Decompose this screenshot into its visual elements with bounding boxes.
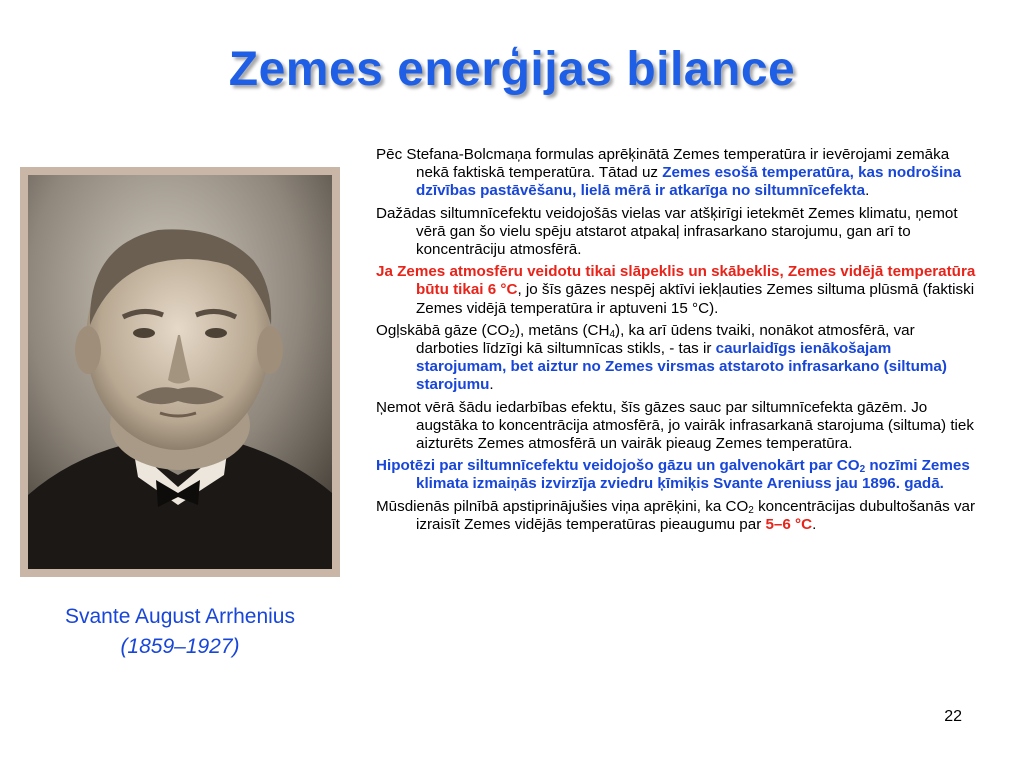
text-run: . [812,515,817,533]
highlight-red: Ja Zemes atmosfēru veidotu tikai slāpeklis un skābeklis, Zemes vidējā temperatūra būtu tikai 6 °C [376,263,976,299]
text-run: , jo šīs gāzes nespēj aktīvi iekļauties Zemes siltuma plūsmā (faktiski Zemes vidējā temperatūra ir aptuveni 15 °C). [416,281,975,317]
text-run: . [865,182,870,200]
portrait-caption [10,602,350,662]
text-run: Mūsdienās pilnībā apstiprinājušies viņa aprēķini, ka CO [376,497,749,515]
subscript: 2 [509,328,515,340]
highlight-red: 5–6 °C [765,515,813,533]
subscript: 4 [609,328,616,340]
paragraph-effect [376,399,976,454]
paragraph-nitrogen-oxygen [376,263,976,318]
slide-body [376,146,976,538]
paragraph-stefan-boltzmann [376,146,976,201]
text-run: Ņemot vērā šādu iedarbības efektu, šīs gāzes sauc par siltumnīcefekta gāzēm. Jo augstāka to koncentrācija atmosfērā, jo vairāk infrasarkanā starojuma (siltuma) tiek aizturēts Zemes atmosfērā un vairāk pieaug Zemes temperatūra. [376,398,974,453]
paragraph-gases [376,322,976,395]
highlight-blue: Zemes esošā temperatūra, kas nodrošina dzīvības pastāvēšanu, lielā mērā ir atkarīga no siltumnīcefekta [416,164,962,200]
text-run: ), metāns (CH [514,321,610,339]
text-run: . [489,376,494,394]
portrait-photo [20,167,340,577]
person-name: Svante August Arrhenius [65,605,295,628]
slide-title: Zemes enerģijas bilance [228,43,796,96]
highlight-blue: caurlaidīgs ienākošajam starojumam, bet aiztur no Zemes virsmas atstaroto infrasarkano (siltuma) starojumu [416,340,947,394]
portrait-image [28,175,332,569]
subscript: 2 [859,464,866,476]
text-run: ), ka arī ūdens tvaiki, nonākot atmosfērā, var darboties līdzīgi kā siltumnīcas stikls, - tas ir [416,321,915,358]
paragraph-hypothesis [376,457,976,493]
text-run: Pēc Stefana-Bolcmaņa formulas aprēķinātā Zemes temperatūra ir ievērojami zemāka nekā faktiskā temperatūra. Tātad uz [376,146,950,182]
paragraph-greenhouse-substances [376,205,976,260]
person-years: (1859–1927) [120,635,240,658]
text-run: koncentrācijas dubultošanās var izraisīt Zemes vidējās temperatūras pieaugumu par [416,497,976,533]
subscript: 2 [748,504,754,516]
paragraph-modern [376,498,976,534]
text-run: Hipotēzi par siltumnīcefektu veidojošo gāzu un galvenokārt par CO [376,457,860,475]
text-run: Ogļskābā gāze (CO [376,321,510,339]
text-run: nozīmi Zemes klimata izmaiņās izvirzīja zviedru ķīmiķis Svante Areniuss jau 1896. gadā. [416,457,970,493]
slide-number: 22 [944,708,962,725]
text-run: Dažādas siltumnīcefektu veidojošās vielas var atšķirīgi ietekmēt Zemes klimatu, ņemot vērā gan šo vielu spēju atstarot atpakaļ infrasarkano starojumu, gan arī to koncentrāciju atmosfērā. [376,204,958,259]
